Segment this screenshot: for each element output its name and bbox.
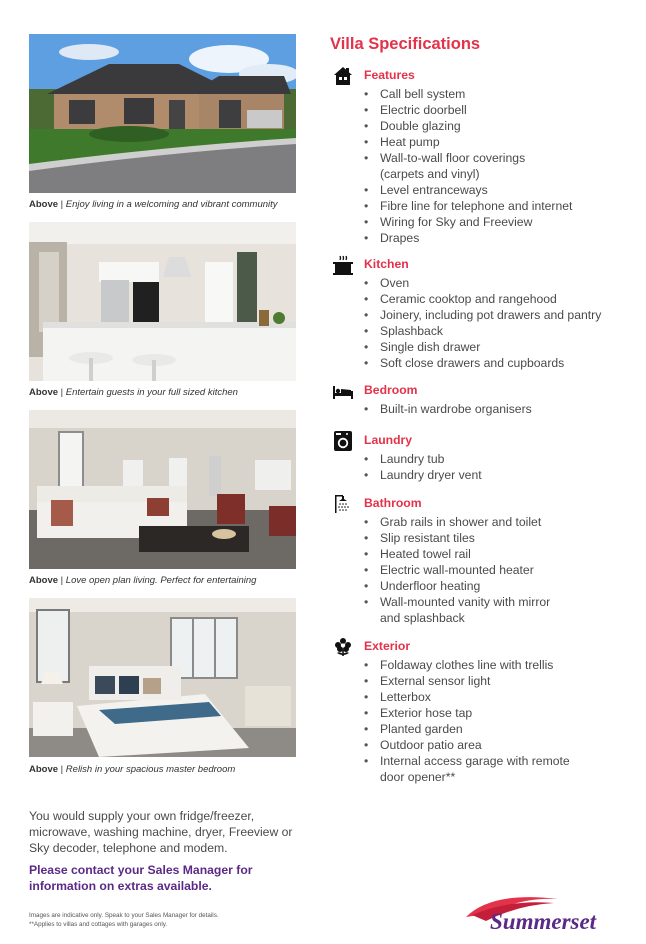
list-item: • Laundry dryer vent [364,467,636,483]
flower-icon [333,637,353,657]
photo-caption: Above | Relish in your spacious master bedroom [29,764,236,775]
caption-text: Relish in your spacious master bedroom [65,764,236,775]
list-item: • Call bell system [364,86,636,102]
section-bedroom [330,381,636,417]
list-item: • Built-in wardrobe organisers [364,401,636,417]
section-title: Bathroom [364,496,422,510]
list-item: • Double glazing [364,118,636,134]
list-item: • Ceramic cooktop and rangehood [364,291,636,307]
list-item: • Underfloor heating [364,578,636,594]
list-item: • Heat pump [364,134,636,150]
laundry-list [364,451,636,483]
section-title: Kitchen [364,257,409,271]
list-item: • External sensor light [364,673,636,689]
caption-label: Above [29,764,59,775]
section-laundry [330,431,636,483]
logo-wordmark: Summerset [490,909,597,934]
section-bathroom [330,494,636,626]
specifications-title: Villa Specifications [330,35,481,53]
kitchen-list [364,275,636,371]
section-exterior [330,637,636,785]
contact-note: Please contact your Sales Manager for information on extras available. [29,863,253,893]
list-item: • Outdoor patio area [364,737,636,753]
list-item: • Electric doorbell [364,102,636,118]
photo-caption: Above | Enjoy living in a welcoming and vibrant community [29,199,278,210]
list-item: • Slip resistant tiles [364,530,636,546]
features-list [364,86,636,246]
caption-label: Above [29,575,59,586]
section-title: Laundry [364,433,413,447]
list-item: • Drapes [364,230,636,246]
caption-text: Love open plan living. Perfect for entertaining [65,575,257,586]
list-item: • Exterior hose tap [364,705,636,721]
list-item: • Planted garden [364,721,636,737]
caption-text: Entertain guests in your full sized kitchen [65,387,238,398]
bedroom-photo [29,598,296,757]
section-kitchen [330,255,636,371]
section-title: Features [364,68,415,82]
disclaimer [29,911,329,929]
list-item: • Letterbox [364,689,636,705]
section-title: Bedroom [364,383,418,397]
bedroom-list [364,401,636,417]
list-item: • Heated towel rail [364,546,636,562]
caption-text: Enjoy living in a welcoming and vibrant community [65,199,278,210]
specifications-panel [330,33,636,784]
caption-label: Above [29,199,59,210]
cooking-pot-icon [333,255,353,275]
villa-exterior-photo [29,34,296,193]
disclaimer-line: Images are indicative only. Speak to your Sales Manager for details. [29,912,219,919]
list-item: • Single dish drawer [364,339,636,355]
bathroom-list [364,514,636,626]
list-item: • Wall-to-wall floor coverings (carpets and vinyl) [364,150,636,182]
list-item: • Fibre line for telephone and internet [364,198,636,214]
list-item: • Laundry tub [364,451,636,467]
summerset-logo [462,891,632,937]
bed-icon [333,381,353,401]
list-item: • Foldaway clothes line with trellis [364,657,636,673]
list-item: • Wall-mounted vanity with mirror and splashback [364,594,636,626]
photo-caption: Above | Love open plan living. Perfect for entertaining [29,575,257,586]
list-item: • Soft close drawers and cupboards [364,355,636,371]
exterior-list [364,657,636,785]
list-item: • Wiring for Sky and Freeview [364,214,636,230]
list-item: • Grab rails in shower and toilet [364,514,636,530]
list-item: • Level entranceways [364,182,636,198]
caption-label: Above [29,387,59,398]
disclaimer-line: **Applies to villas and cottages with garages only. [29,921,168,928]
shower-icon [333,494,353,514]
list-item: • Oven [364,275,636,291]
kitchen-photo [29,222,296,381]
photo-caption: Above | Entertain guests in your full sized kitchen [29,387,238,398]
list-item: • Joinery, including pot drawers and pantry [364,307,636,323]
house-icon [333,66,353,86]
living-room-photo [29,410,296,569]
list-item: • Splashback [364,323,636,339]
washing-machine-icon [333,431,353,451]
list-item: • Electric wall-mounted heater [364,562,636,578]
list-item: • Internal access garage with remote door opener** [364,753,636,785]
supply-note: You would supply your own fridge/freezer, microwave, washing machine, dryer, Freeview or Sky decoder, telephone and modem. [29,809,293,855]
section-title: Exterior [364,639,411,653]
section-features [330,66,636,246]
